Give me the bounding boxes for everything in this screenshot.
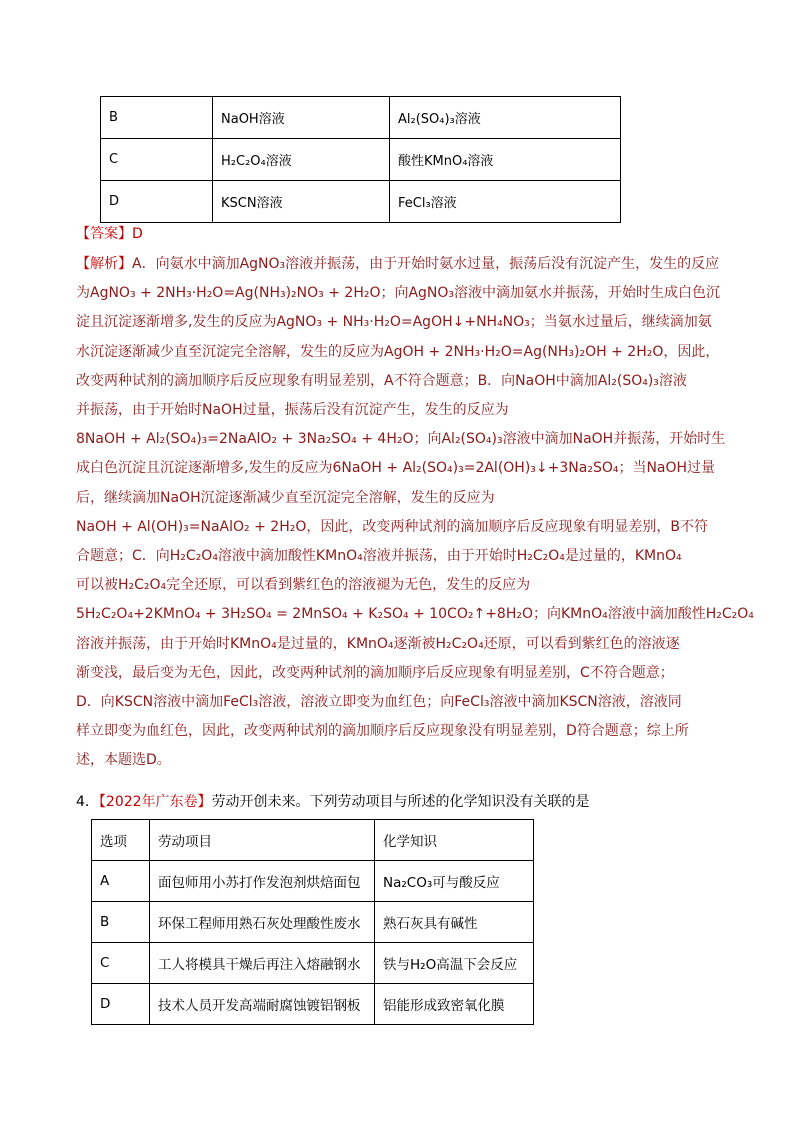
labor-item: 工人将模具干燥后再注入熔融钢水 [150, 943, 375, 984]
option-letter: B [101, 97, 213, 139]
table-row [101, 139, 621, 181]
option-letter: D [92, 984, 150, 1025]
analysis-line: 8NaOH + Al₂(SO₄)₃=2NaAlO₂ + 3Na₂SO₄ + 4H₂O；向Al₂(SO₄)₃溶液中滴加NaOH并振荡，开始时生 [76, 431, 726, 448]
analysis-line: 溶液并振荡，由于开始时KMnO₄是过量的，KMnO₄逐渐被H₂C₂O₄还原，可以看到紫红色的溶液逐 [76, 635, 680, 652]
analysis-line: 为AgNO₃ + 2NH₃·H₂O=Ag(NH₃)₂NO₃ + 2H₂O；向AgNO₃溶液中滴加氨水并振荡，开始时生成白色沉 [76, 285, 721, 302]
reagent-1: KSCN溶液 [213, 181, 390, 223]
column-header-option: 选项 [92, 820, 150, 861]
analysis-line: 可以被H₂C₂O₄完全还原，可以看到紫红色的溶液褪为无色，发生的反应为 [76, 577, 531, 594]
table-header-row [92, 820, 534, 861]
option-letter: B [92, 902, 150, 943]
column-header-chemistry: 化学知识 [375, 820, 534, 861]
reagent-2: FeCl₃溶液 [390, 181, 621, 223]
reagent-1: NaOH溶液 [213, 97, 390, 139]
analysis-line: 【解析】A．向氨水中滴加AgNO₃溶液并振荡，由于开始时氨水过量，振荡后没有沉淀产生，发生的反应 [76, 256, 720, 272]
labor-item: 环保工程师用熟石灰处理酸性废水 [150, 902, 375, 943]
analysis-line: 述，本题选D。 [76, 752, 171, 769]
analysis-line: NaOH + Al(OH)₃=NaAlO₂ + 2H₂O，因此，改变两种试剂的滴加顺序后反应现象有明显差别，B不符 [76, 518, 708, 535]
analysis-line: 淀且沉淀逐渐增多,发生的反应为AgNO₃ + NH₃·H₂O=AgOH↓+NH₄NO₃；当氨水过量后，继续滴加氨 [76, 314, 712, 331]
table-row [101, 181, 621, 223]
chemistry-knowledge: 铝能形成致密氧化膜 [375, 984, 534, 1025]
chemistry-knowledge: Na₂CO₃可与酸反应 [375, 861, 534, 902]
analysis-line: D．向KSCN溶液中滴加FeCl₃溶液，溶液立即变为血红色；向FeCl₃溶液中滴加KSCN溶液，溶液同 [76, 694, 682, 711]
analysis-line: 后，继续滴加NaOH沉淀逐渐减少直至沉淀完全溶解，发生的反应为 [76, 489, 495, 506]
option-letter: C [101, 139, 213, 181]
reagent-1: H₂C₂O₄溶液 [213, 139, 390, 181]
question-number: 4． [76, 794, 99, 810]
analysis-line: 样立即变为血红色，因此，改变两种试剂的滴加顺序后反应现象没有明显差别，D符合题意；综上所 [76, 723, 689, 740]
question-text: 劳动开创未来。下列劳动项目与所述的化学知识没有关联的是 [211, 794, 590, 810]
labor-item: 技术人员开发高端耐腐蚀镀铝钢板 [150, 984, 375, 1025]
answer-line [76, 223, 143, 243]
table-row [101, 97, 621, 139]
analysis-line: 成白色沉淀且沉淀逐渐增多,发生的反应为6NaOH + Al₂(SO₄)₃=2Al(OH)₃↓+3Na₂SO₄；当NaOH过量 [76, 460, 716, 477]
analysis-line: 合题意；C．向H₂C₂O₄溶液中滴加酸性KMnO₄溶液并振荡，由于开始时H₂C₂O₄是过量的，KMnO₄ [76, 548, 682, 565]
option-letter: A [92, 861, 150, 902]
option-letter: D [101, 181, 213, 223]
table-row [92, 984, 534, 1025]
analysis-label: 【解析】 [76, 256, 132, 272]
analysis-block [76, 250, 754, 776]
question-4-table [91, 819, 534, 1025]
analysis-line: 渐变浅，最后变为无色，因此，改变两种试剂的滴加顺序后反应现象有明显差别，C不符合题意； [76, 664, 674, 681]
analysis-line: 5H₂C₂O₄+2KMnO₄ + 3H₂SO₄ = 2MnSO₄ + K₂SO₄ + 10CO₂↑+8H₂O；向KMnO₄溶液中滴加酸性H₂C₂O₄ [76, 606, 754, 623]
table-row [92, 861, 534, 902]
answer-label: 【答案】 [76, 226, 132, 242]
reagent-2: 酸性KMnO₄溶液 [390, 139, 621, 181]
chemistry-knowledge: 熟石灰具有碱性 [375, 902, 534, 943]
analysis-line: 改变两种试剂的滴加顺序后反应现象有明显差别，A不符合题意；B．向NaOH中滴加Al₂(SO₄)₃溶液 [76, 372, 687, 389]
options-table-continued [100, 96, 621, 223]
table-row [92, 943, 534, 984]
chemistry-knowledge: 铁与H₂O高温下会反应 [375, 943, 534, 984]
question-source: 【2022年广东卷】 [98, 794, 212, 810]
column-header-labor: 劳动项目 [150, 820, 375, 861]
reagent-2: Al₂(SO₄)₃溶液 [390, 97, 621, 139]
question-4-stem [76, 791, 590, 811]
labor-item: 面包师用小苏打作发泡剂烘焙面包 [150, 861, 375, 902]
analysis-line: 并振荡，由于开始时NaOH过量，振荡后没有沉淀产生，发生的反应为 [76, 402, 509, 419]
table-row [92, 902, 534, 943]
option-letter: C [92, 943, 150, 984]
answer-value: D [132, 226, 143, 242]
analysis-line: 水沉淀逐渐减少直至沉淀完全溶解，发生的反应为AgOH + 2NH₃·H₂O=Ag(NH₃)₂OH + 2H₂O，因此， [76, 343, 720, 360]
